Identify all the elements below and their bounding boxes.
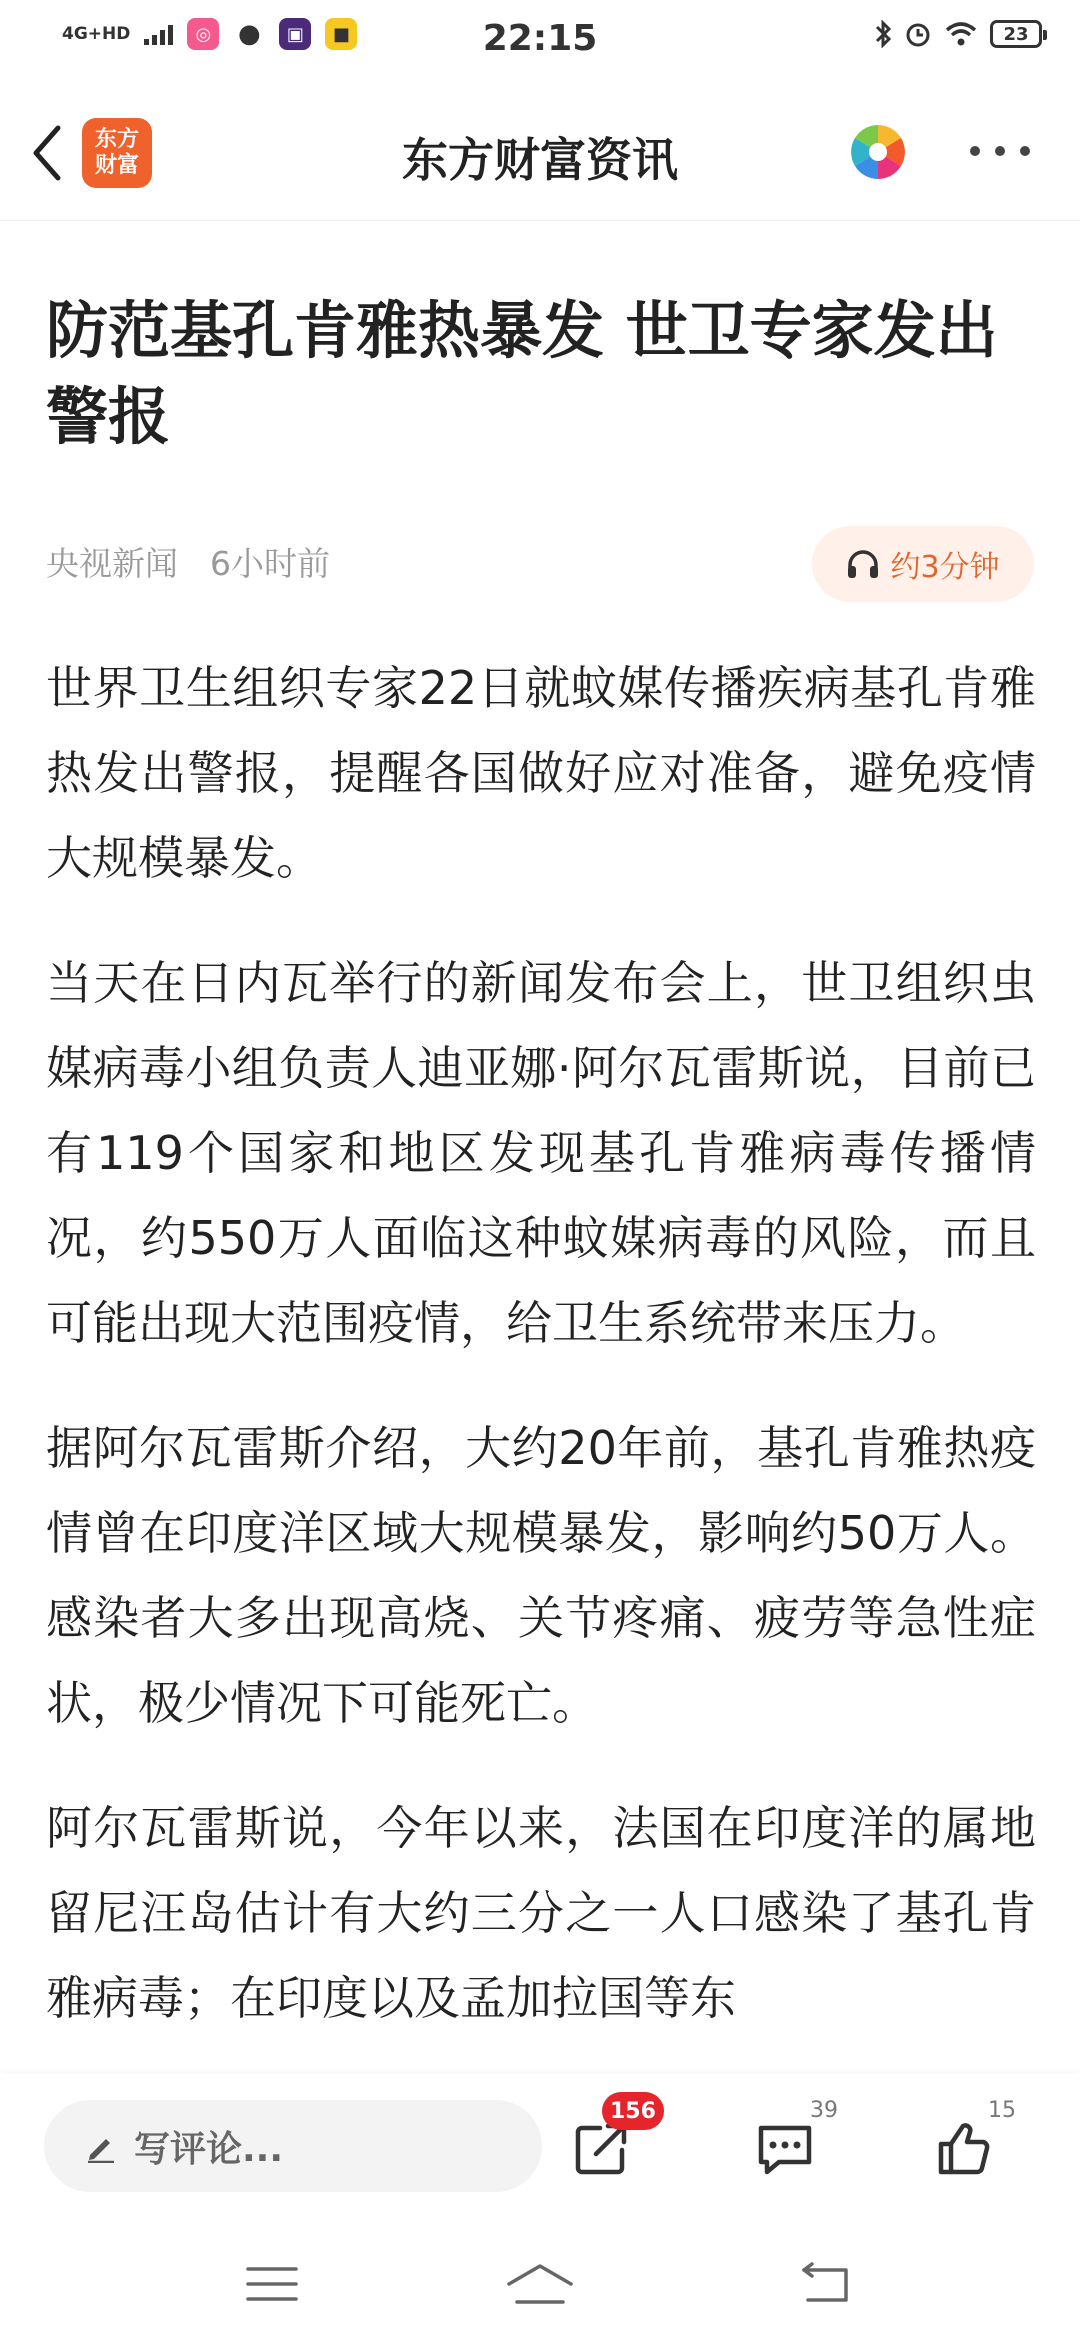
share-button[interactable] — [566, 2098, 656, 2184]
thumbs-up-icon — [933, 2120, 993, 2178]
article-body — [46, 646, 1036, 2074]
shop-notification-icon: ■ — [325, 18, 357, 50]
notification-app-icon: ◎ — [187, 18, 219, 50]
home-nav-button[interactable] — [500, 2254, 580, 2314]
home-icon — [505, 2262, 575, 2306]
bottom-action-bar — [0, 2074, 1080, 2218]
article-paragraph: 据阿尔瓦雷斯介绍，大约20年前，基孔肯雅热疫情曾在印度洋区域大规模暴发，影响约50万人。感染者大多出现高烧、关节疼痛、疲劳等急性症状，极少情况下可能死亡。 — [46, 1421, 1036, 1730]
article-time: 6小时前 — [210, 544, 330, 583]
back-nav-button[interactable] — [784, 2254, 864, 2314]
article-paragraph: 阿尔瓦雷斯说，今年以来，法国在印度洋的属地留尼汪岛估计有大约三分之一人口感染了基孔肯雅病毒；在印度以及孟加拉国等东 — [46, 1801, 1036, 2025]
network-indicator: 4G+HD — [62, 24, 131, 44]
wifi-icon — [944, 20, 978, 48]
status-bar — [0, 0, 1080, 84]
menu-icon — [245, 2264, 299, 2304]
menu-nav-button[interactable] — [232, 2254, 312, 2314]
article-meta — [46, 538, 330, 585]
article-title: 防范基孔肯雅热暴发 世卫专家发出警报 — [46, 294, 998, 453]
more-options-button[interactable] — [970, 136, 1030, 166]
logo-text: 东方财富 — [94, 127, 139, 178]
battery-icon: 23 — [990, 20, 1042, 48]
like-count: 15 — [988, 2098, 1016, 2123]
message-notification-icon: ● — [233, 18, 265, 50]
aperture-icon[interactable] — [848, 122, 908, 182]
comment-count: 39 — [810, 2098, 838, 2123]
article-paragraph: 当天在日内瓦举行的新闻发布会上，世卫组织虫媒病毒小组负责人迪亚娜·阿尔瓦雷斯说，目前已有119个国家和地区发现基孔肯雅病毒传播情况，约550万人面临这种蚊媒病毒的风险，而且可能出现大范围疫情，给卫生系统带来压力。 — [46, 956, 1036, 1350]
comment-placeholder: 写评论... — [134, 2128, 284, 2170]
article-source[interactable]: 央视新闻 — [46, 544, 178, 583]
listen-duration: 约3分钟 — [890, 550, 1000, 585]
like-button[interactable] — [928, 2098, 1016, 2184]
share-count-badge: 156 — [602, 2092, 664, 2130]
game-notification-icon: ▣ — [279, 18, 311, 50]
status-right — [874, 20, 1042, 48]
alarm-icon — [904, 20, 932, 48]
system-nav-bar — [0, 2218, 1080, 2340]
comment-bubble-icon — [755, 2120, 815, 2178]
bluetooth-icon — [874, 20, 892, 48]
headphones-icon — [846, 548, 880, 580]
clock: 22:15 — [482, 18, 598, 59]
pencil-icon — [84, 2129, 118, 2163]
app-header — [0, 84, 1080, 221]
comments-button[interactable] — [750, 2098, 838, 2184]
page-title: 东方财富资讯 — [402, 133, 678, 187]
comment-input[interactable] — [44, 2100, 542, 2192]
back-arrow-icon — [796, 2262, 852, 2306]
article-paragraph: 世界卫生组织专家22日就蚊媒传播疾病基孔肯雅热发出警报，提醒各国做好应对准备，避免疫情大规模暴发。 — [46, 661, 1036, 885]
listen-button[interactable] — [812, 526, 1034, 602]
